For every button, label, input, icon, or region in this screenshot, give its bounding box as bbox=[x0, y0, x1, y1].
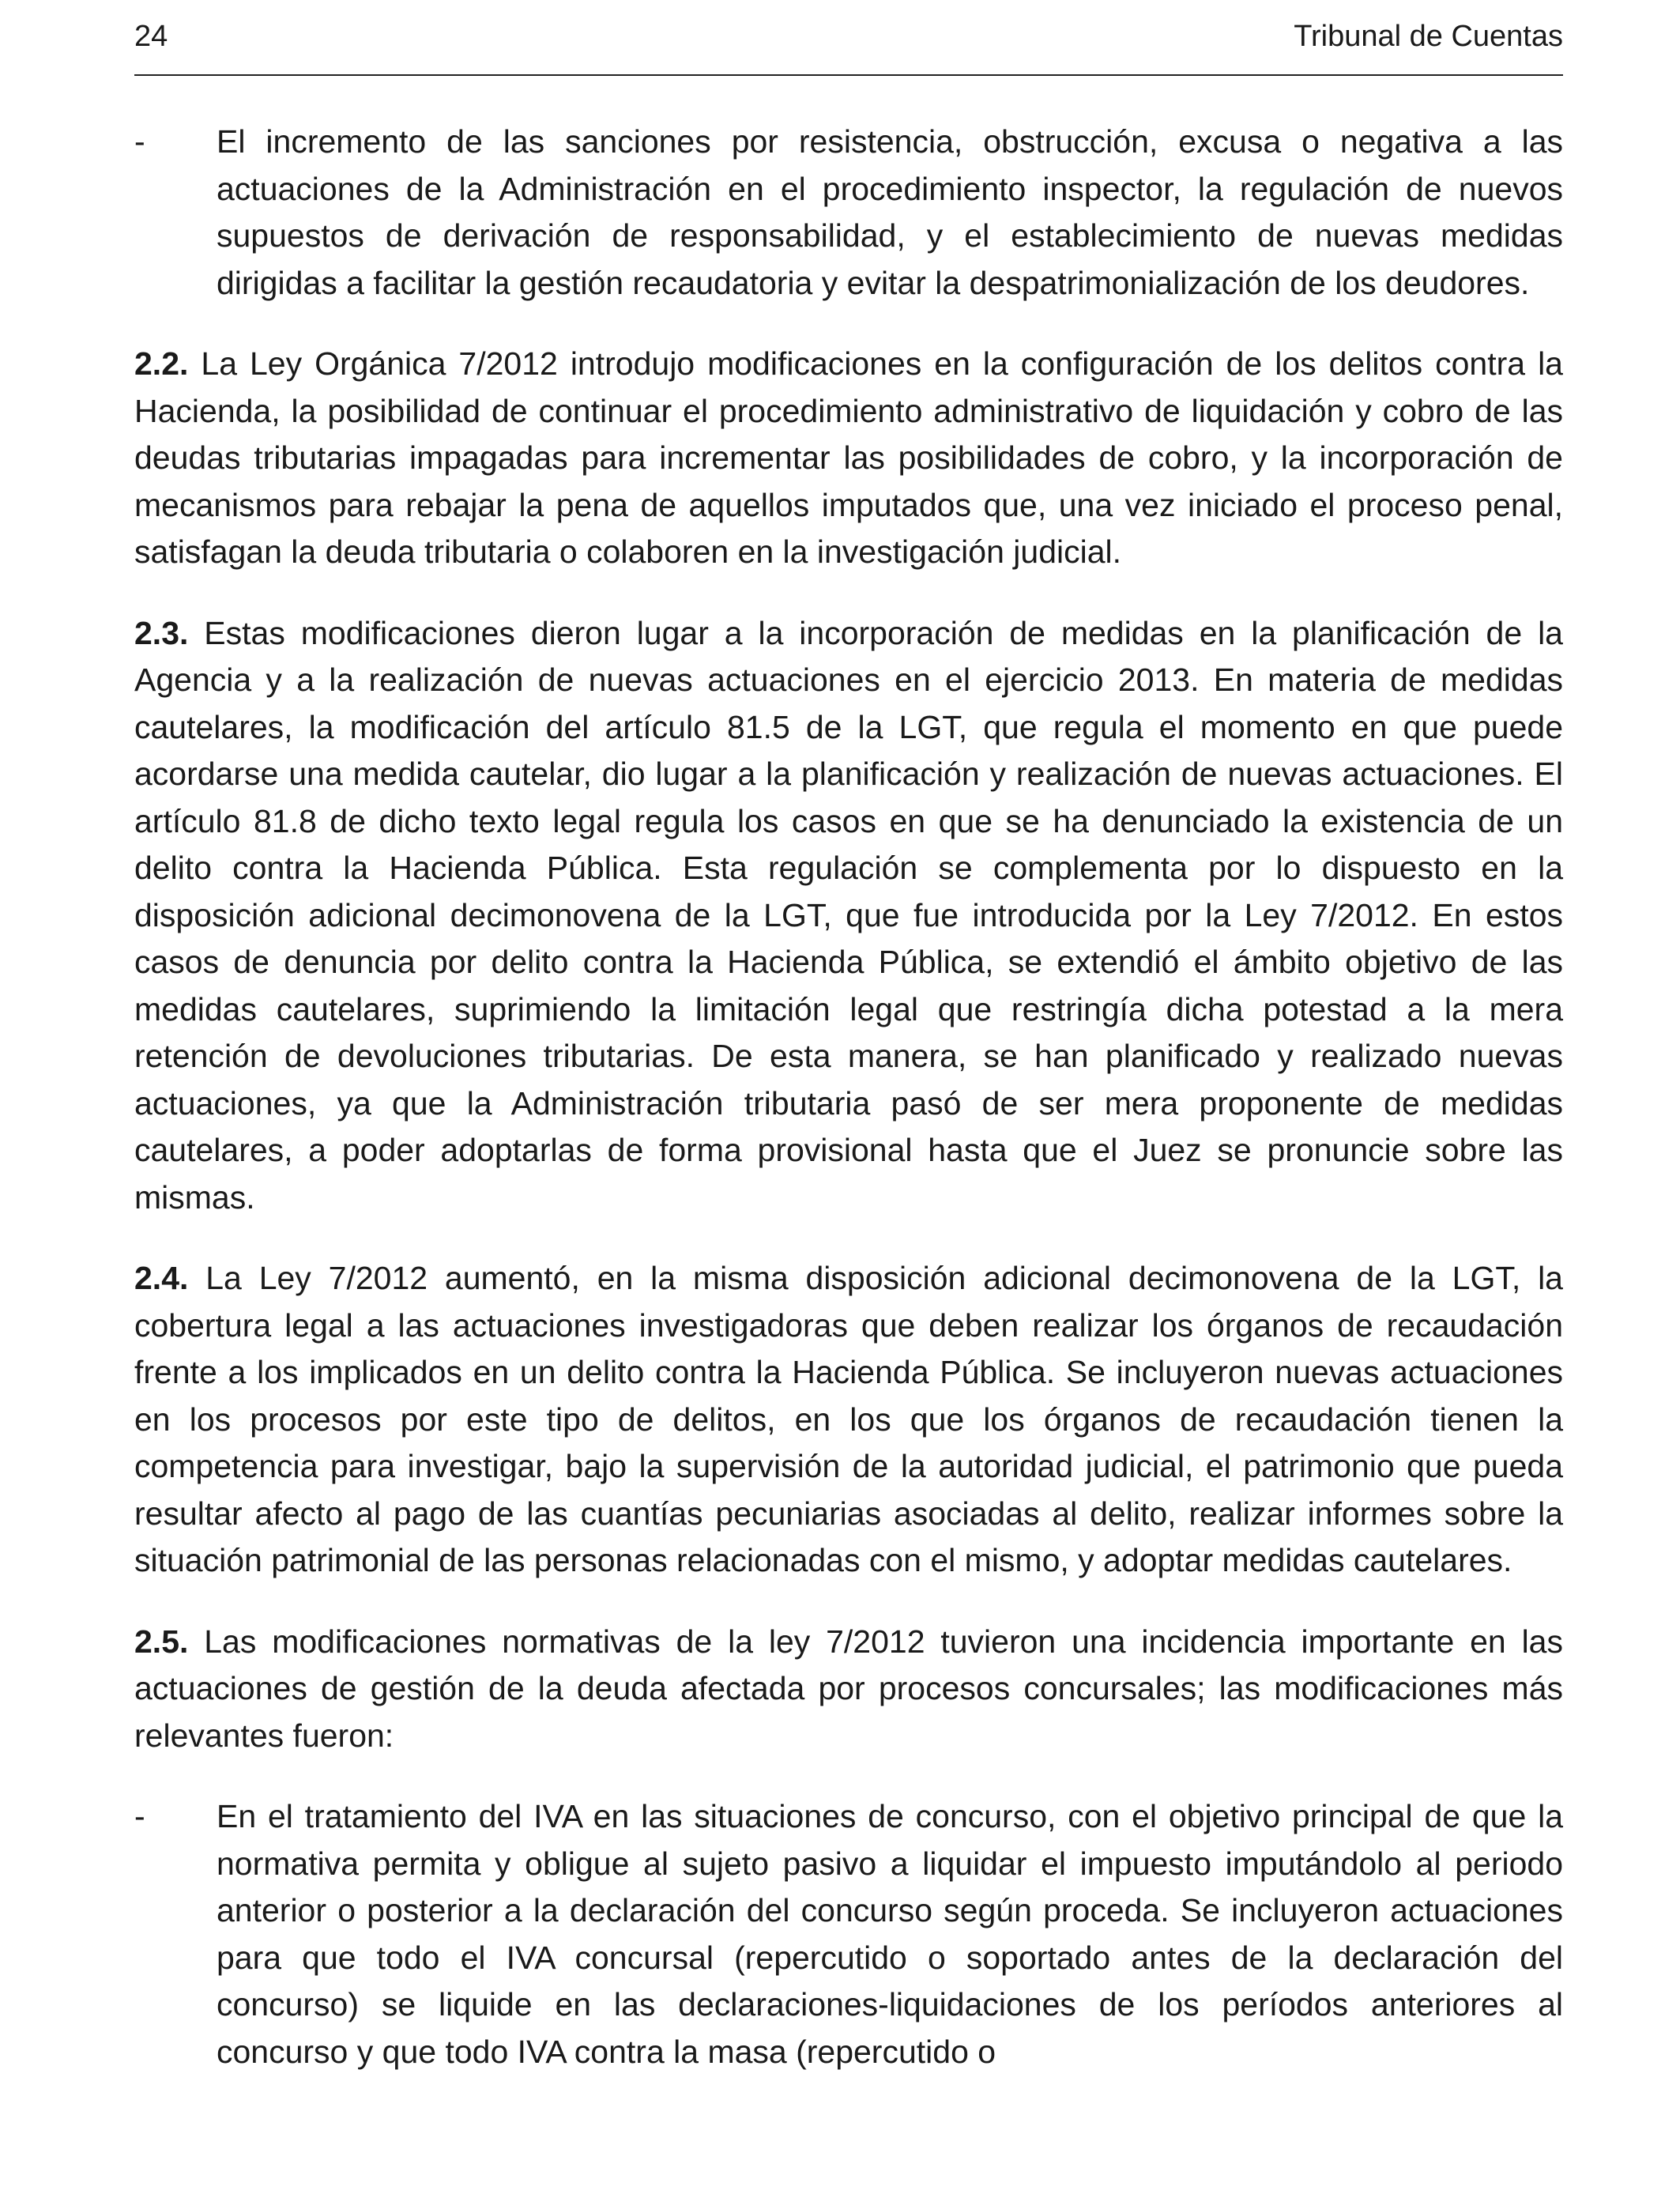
paragraph-text: Las modificaciones normativas de la ley 7/2012 tuvieron una incidencia importante en las actuaciones de gestión de la deuda afectada por procesos concursales; las modificaciones más relevantes fueron: bbox=[134, 1623, 1563, 1754]
paragraph-2-5 bbox=[134, 1619, 1563, 1760]
paragraph-2-4 bbox=[134, 1255, 1563, 1585]
list-item-text: El incremento de las sanciones por resistencia, obstrucción, excusa o negativa a las actuaciones de la Administración en el procedimiento inspector, la regulación de nuevos supuestos de derivación de responsabilidad, y el establecimiento de nuevas medidas dirigidas a facilitar la gestión recaudatoria y evitar la despatrimonialización de los deudores. bbox=[217, 123, 1563, 301]
section-number: 2.2. bbox=[134, 345, 189, 382]
page-header bbox=[134, 17, 1563, 76]
document-page bbox=[134, 0, 1563, 2075]
paragraph-text: La Ley 7/2012 aumentó, en la misma disposición adicional decimonovena de la LGT, la cobertura legal a las actuaciones investigadoras que deben realizar los órganos de recaudación frente a los implicados en un delito contra la Hacienda Pública. Se incluyeron nuevas actuaciones en los procesos por este tipo de delitos, en los que los órganos de recaudación tienen la competencia para investigar, bajo la supervisión de la autoridad judicial, el patrimonio que pueda resultar afecto al pago de las cuantías pecuniarias asociadas al delito, realizar informes sobre la situación patrimonial de las personas relacionadas con el mismo, y adoptar medidas cautelares. bbox=[134, 1260, 1563, 1578]
list-item bbox=[134, 1793, 1563, 2075]
list-marker: - bbox=[134, 1798, 145, 1834]
section-number: 2.5. bbox=[134, 1623, 189, 1660]
publication-title: Tribunal de Cuentas bbox=[1294, 20, 1563, 53]
paragraph-text: Estas modificaciones dieron lugar a la incorporación de medidas en la planificación de la Agencia y a la realización de nuevas actuaciones en el ejercicio 2013. En materia de medidas cautelares, la modificación del artículo 81.5 de la LGT, que regula el momento en que puede acordarse una medida cautelar, dio lugar a la planificación y realización de nuevas actuaciones. El artículo 81.8 de dicho texto legal regula los casos en que se ha denunciado la existencia de un delito contra la Hacienda Pública. Esta regulación se complementa por lo dispuesto en la disposición adicional decimonovena de la LGT, que fue introducida por la Ley 7/2012. En estos casos de denuncia por delito contra la Hacienda Pública, se extendió el ámbito objetivo de las medidas cautelares, suprimiendo la limitación legal que restringía dicha potestad a la mera retención de devoluciones tributarias. De esta manera, se han planificado y realizado nuevas actuaciones, ya que la Administración tributaria pasó de ser mera proponente de medidas cautelares, a poder adoptarlas de forma provisional hasta que el Juez se pronuncie sobre las mismas. bbox=[134, 614, 1563, 1216]
paragraph-2-2 bbox=[134, 341, 1563, 576]
list-item bbox=[134, 119, 1563, 307]
list-marker: - bbox=[134, 123, 145, 160]
paragraph-text: La Ley Orgánica 7/2012 introdujo modificaciones en la configuración de los delitos contra la Hacienda, la posibilidad de continuar el procedimiento administrativo de liquidación y cobro de las deudas tributarias impagadas para incrementar las posibilidades de cobro, y la incorporación de mecanismos para rebajar la pena de aquellos imputados que, una vez iniciado el proceso penal, satisfagan la deuda tributaria o colaboren en la investigación judicial. bbox=[134, 345, 1563, 570]
list-item-text: En el tratamiento del IVA en las situaciones de concurso, con el objetivo principal de que la normativa permita y obligue al sujeto pasivo a liquidar el impuesto imputándolo al periodo anterior o posterior a la declaración del concurso según proceda. Se incluyeron actuaciones para que todo el IVA concursal (repercutido o soportado antes de la declaración del concurso) se liquide en las declaraciones-liquidaciones de los períodos anteriores al concurso y que todo IVA contra la masa (repercutido o bbox=[217, 1798, 1563, 2070]
section-number: 2.4. bbox=[134, 1260, 189, 1296]
paragraph-2-3 bbox=[134, 610, 1563, 1222]
document-body bbox=[134, 119, 1563, 2075]
section-number: 2.3. bbox=[134, 614, 189, 651]
page-number: 24 bbox=[134, 20, 168, 53]
